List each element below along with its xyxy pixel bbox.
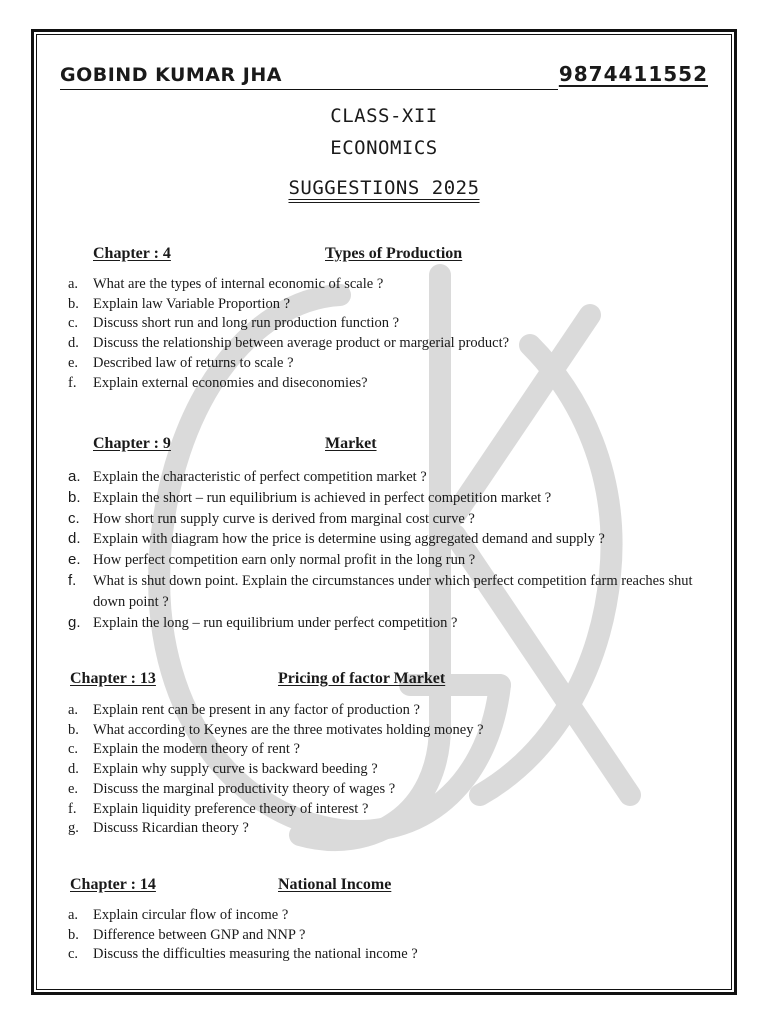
list-item [68,295,708,315]
list-item [68,529,708,550]
question-text: What according to Keynes are the three motivates holding money ? [93,721,484,738]
question-text: Explain external economies and diseconomies? [93,374,368,391]
list-marker: a. [68,907,79,923]
class-title: CLASS-XII [330,105,438,127]
list-marker: b. [68,295,79,312]
list-marker: b. [68,721,79,738]
chapter-14-label: Chapter : 14 [70,876,156,893]
list-marker: f. [68,800,77,817]
list-item [68,550,708,571]
list-item [68,334,708,354]
chapter-9-label: Chapter : 9 [93,435,171,452]
list-marker: d. [68,530,81,548]
question-text: Explain liquidity preference theory of interest ? [93,800,369,817]
chapter-14-questions [68,906,708,965]
question-text: Explain rent can be present in any factor of production ? [93,702,420,718]
list-marker: b. [68,488,81,506]
chapter-4-title: Types of Production [325,245,463,262]
chapter-4-questions [68,275,708,393]
list-item [68,760,708,780]
list-marker: f. [68,374,77,391]
chapter-9-title: Market [325,435,377,452]
list-item [68,740,708,760]
question-text: Explain the modern theory of rent ? [93,741,300,758]
list-item [68,906,708,926]
list-item [68,571,708,613]
question-text: Explain the characteristic of perfect competition market ? [93,469,427,485]
list-marker: f. [68,571,77,589]
list-marker: c. [68,509,80,527]
list-item [68,945,708,965]
list-marker: d. [68,335,79,352]
suggestions-title: SUGGESTIONS 2025 [288,177,480,199]
list-item [68,374,708,394]
question-text: What are the types of internal economic of scale ? [93,276,384,292]
question-text: Discuss the marginal productivity theory of wages ? [93,780,396,797]
list-item [68,800,708,820]
list-item [68,701,708,721]
author-underline [60,89,558,90]
list-item [68,509,708,530]
question-text: Discuss short run and long run production function ? [93,315,400,332]
list-marker: c. [68,315,79,332]
list-marker: a. [68,468,81,485]
question-text: Explain why supply curve is backward beeding ? [93,761,378,778]
chapter-13-questions [68,701,708,839]
author-name: GOBIND KUMAR JHA [60,64,282,86]
list-item [68,314,708,334]
list-item [68,488,708,509]
list-marker: d. [68,761,79,778]
list-marker: a. [68,702,79,718]
list-item [68,613,708,634]
list-marker: e. [68,354,79,371]
list-marker: e. [68,551,81,569]
question-text: Explain law Variable Proportion ? [93,295,291,312]
chapter-13-title: Pricing of factor Market [278,670,446,687]
list-marker: g. [68,613,81,631]
question-text: Explain with diagram how the price is determine using aggregated demand and supply ? [93,531,605,548]
question-text: How perfect competition earn only normal profit in the long run ? [93,552,476,569]
question-text: Discuss the difficulties measuring the national income ? [93,946,418,963]
list-item [68,467,708,488]
list-item [68,721,708,741]
phone-number: 9874411552 [558,62,708,86]
list-marker: a. [68,276,79,292]
question-text: Difference between GNP and NNP ? [93,926,306,943]
chapter-14-title: National Income [278,876,392,893]
question-text: Discuss the relationship between average product or margerial product? [93,335,510,352]
list-marker: e. [68,780,79,797]
question-text: Explain circular flow of income ? [93,907,289,923]
list-marker: c. [68,741,79,758]
list-marker: c. [68,946,79,963]
chapter-4-label: Chapter : 4 [93,245,171,262]
list-marker: b. [68,926,79,943]
question-text: Described law of returns to scale ? [93,354,294,371]
question-text: Explain the long – run equilibrium under perfect competition ? [93,614,458,631]
question-text: Explain the short – run equilibrium is achieved in perfect competition market ? [93,489,552,506]
chapter-9-questions [68,467,708,633]
list-marker: g. [68,820,79,837]
list-item [68,819,708,839]
subject-title: ECONOMICS [330,137,438,159]
question-text: Discuss Ricardian theory ? [93,820,249,837]
chapter-13-label: Chapter : 13 [70,670,156,687]
list-item [68,275,708,295]
list-item [68,926,708,946]
question-text: What is shut down point. Explain the circumstances under which perfect competition farm reaches shut down point ? [93,572,693,610]
question-text: How short run supply curve is derived from marginal cost curve ? [93,510,475,527]
list-item [68,354,708,374]
list-item [68,780,708,800]
